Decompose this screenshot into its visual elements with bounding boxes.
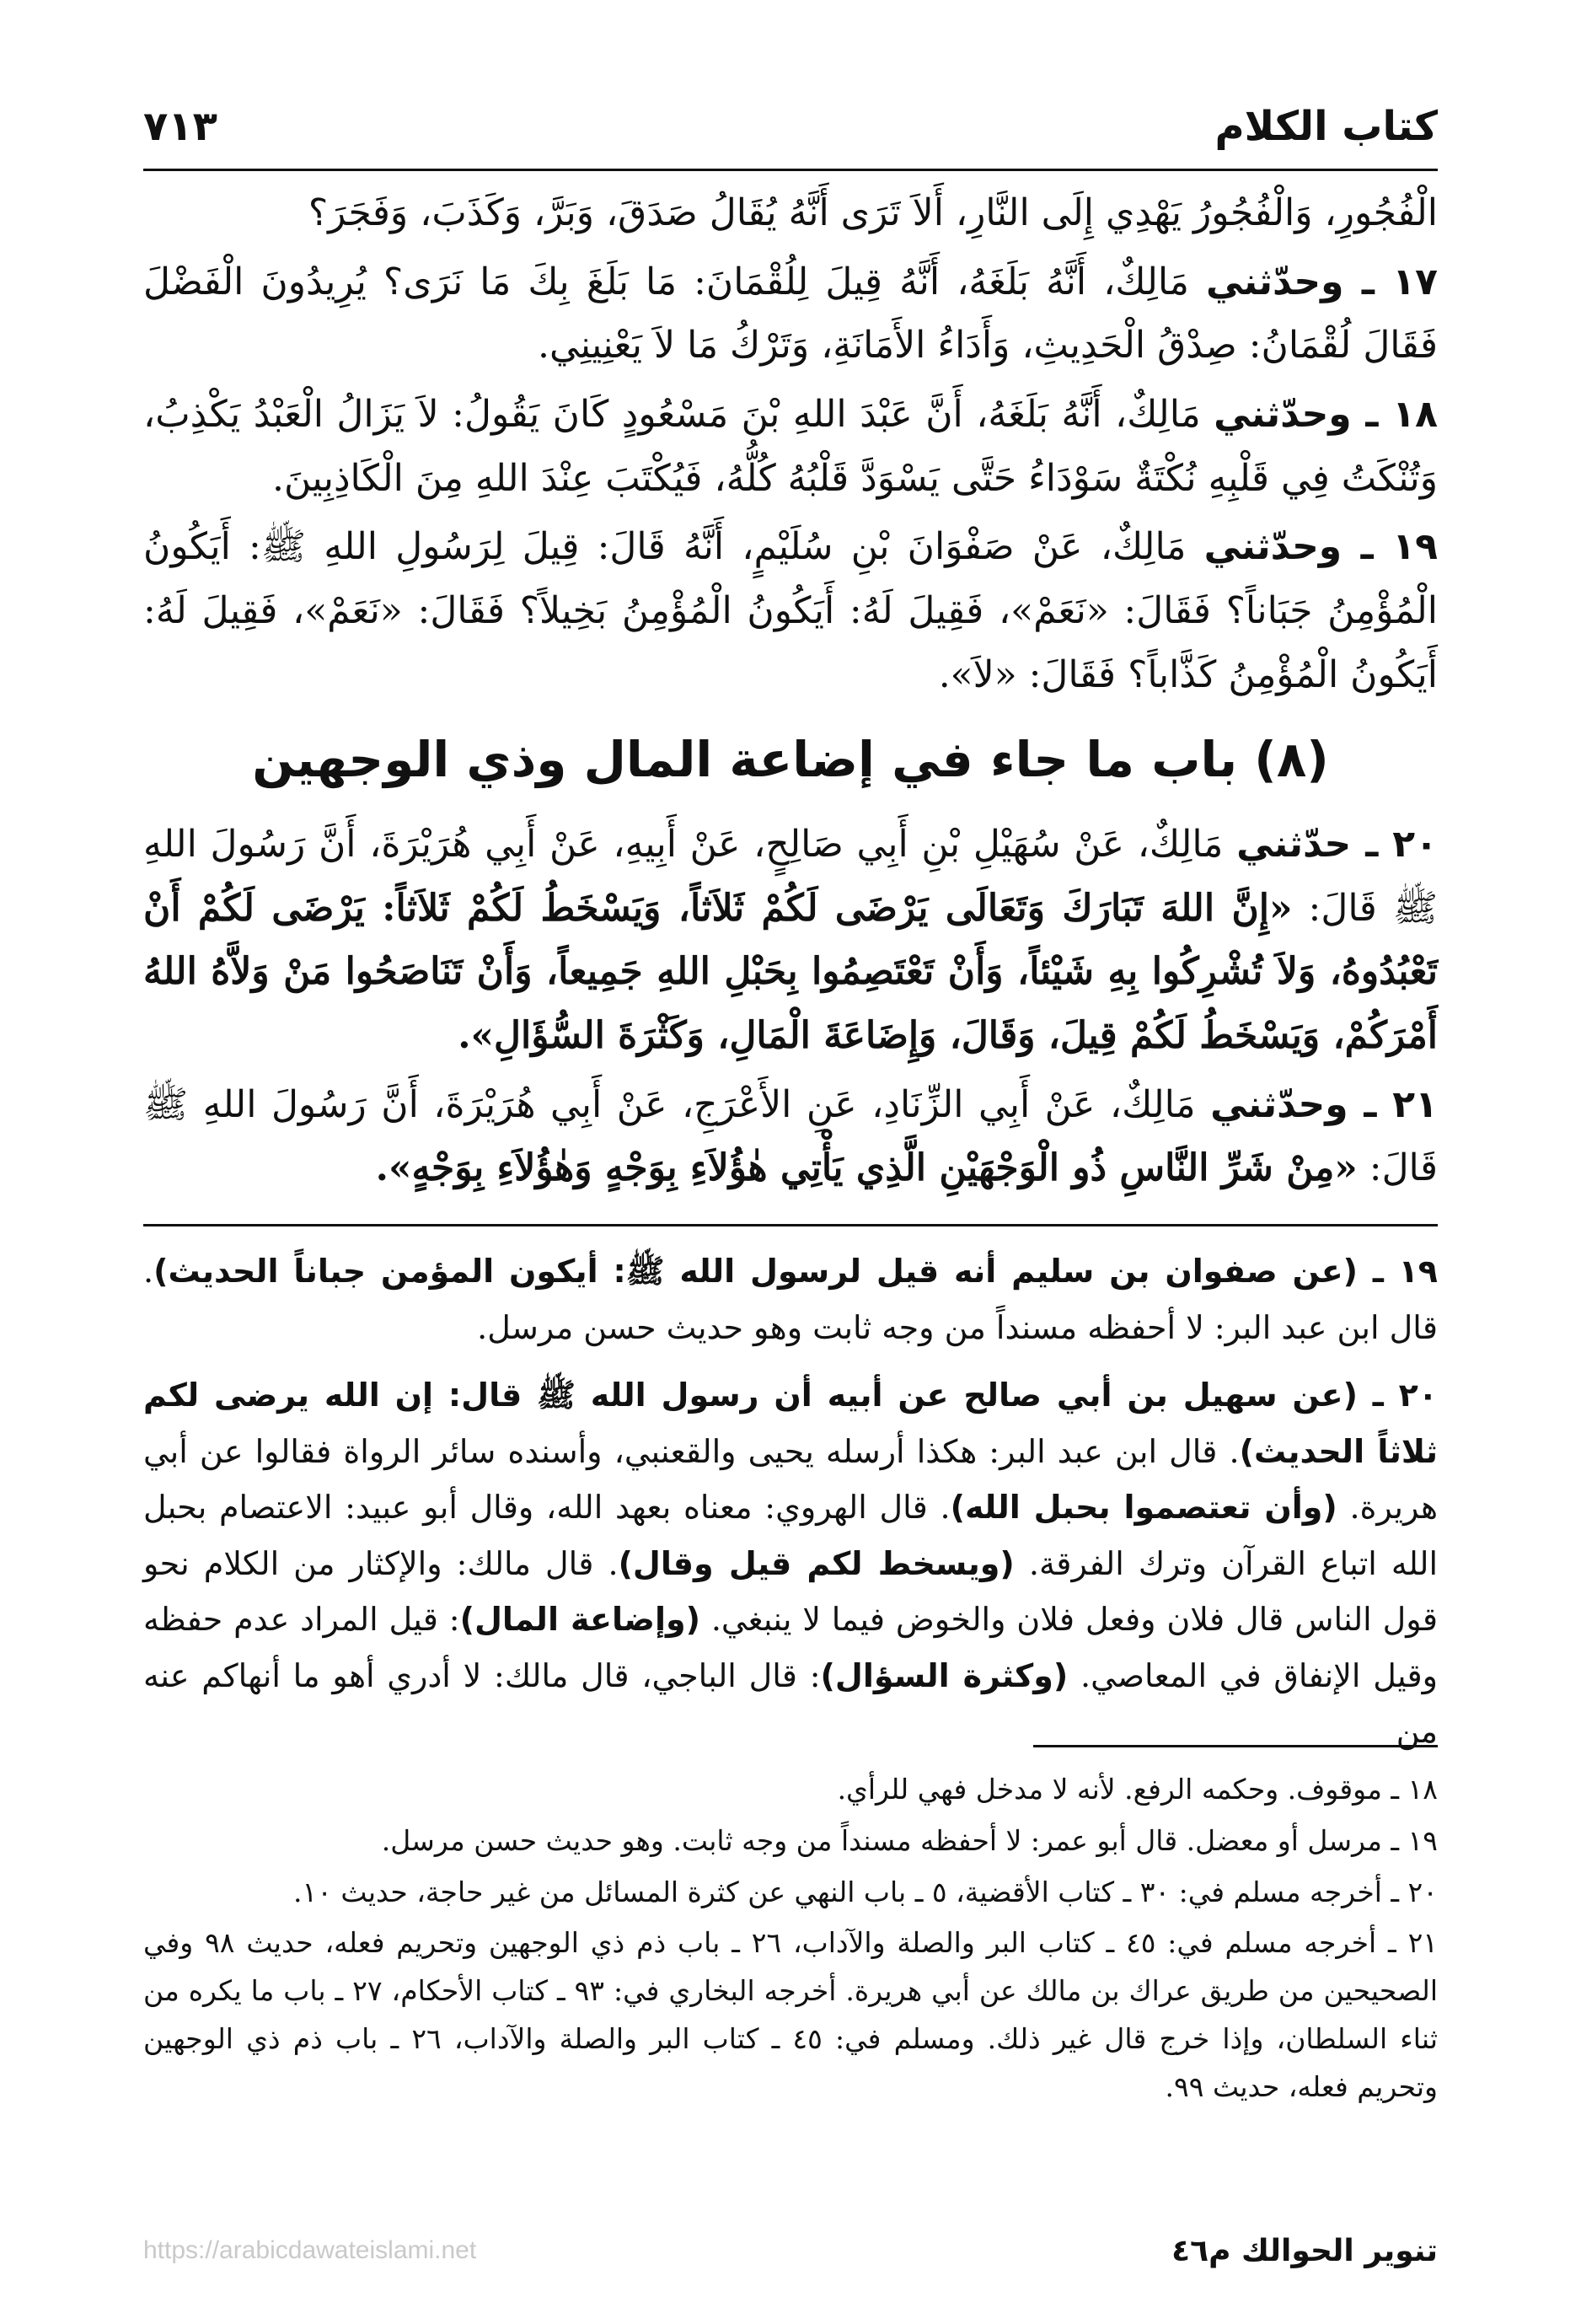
prophetic-quote: «إِنَّ اللهَ تَبَارَكَ وَتَعَالَى يَرْضَى لَكُمْ ثَلاَثاً، وَيَسْخَطُ لَكُمْ ثَلاَثاً: يَرْضَى لَكُمْ أَنْ تَعْبُدُوهُ، وَلاَ تُشْرِكُوا بِهِ شَيْئاً، وَأَنْ تَعْتَصِمُوا بِحَبْلِ اللهِ جَمِيعاً، وَأَنْ تَنَاصَحُوا مَنْ وَلاَّهُ اللهُ أَمْرَكُمْ، وَيَسْخَطُ لَكُمْ قِيلَ، وَقَالَ، وَإِضَاعَةَ الْمَالِ، وَكَثْرَةَ السُّؤَالِ». xyxy=(143,886,1438,1058)
hadith-lead: ٢٠ ـ حدّثني xyxy=(1236,823,1438,867)
watermark-url: https://arabicdawateislami.net xyxy=(143,2236,477,2264)
commentary-section xyxy=(143,1243,1438,1772)
paragraph-continuation: الْفُجُورِ، وَالْفُجُورُ يَهْدِي إِلَى النَّارِ، أَلاَ تَرَى أَنَّهُ يُقَالُ صَدَقَ، وَبَرَّ، وَكَذَبَ، وَفَجَرَ؟ xyxy=(308,191,1438,234)
hadith-17: ١٧ ـ وحدّثني مَالِكٌ، أَنَّهُ بَلَغَهُ، أَنَّهُ قِيلَ لِلُقْمَانَ: مَا بَلَغَ بِكَ مَا نَرَى؟ يُرِيدُونَ الْفَضْلَ فَقَالَ لُقْمَانُ: صِدْقُ الْحَدِيثِ، وَأَدَاءُ الأَمَانَةِ، وَتَرْكُ مَا لاَ يَعْنِينِي. xyxy=(143,260,1439,368)
commentary-19: ١٩ ـ (عن صفوان بن سليم أنه قيل لرسول الله ﷺ: أيكون المؤمن جباناً الحديث). قال ابن عبد البر: لا أحفظه مسنداً من وجه ثابت وهو حديث حسن مرسل. xyxy=(143,1253,1438,1346)
footnote-divider xyxy=(1033,1745,1438,1747)
footnote-18: ١٨ ـ موقوف. وحكمه الرفع. لأنه لا مدخل فهي للرأي. xyxy=(837,1773,1438,1806)
section-divider xyxy=(143,1224,1438,1226)
book-signature: تنوير الحوالك م٤٦ xyxy=(1171,2233,1438,2268)
hadith-lead: ١٨ ـ وحدّثني xyxy=(1214,393,1438,437)
commentary-20: ٢٠ ـ (عن سهيل بن أبي صالح عن أبيه أن رسول الله ﷺ قال: إن الله يرضى لكم ثلاثاً الحديث). قال ابن عبد البر: هكذا أرسله يحيى والقعنبي، وأسنده سائر الرواة فقالوا عن أبي هريرة. (وأن تعتصموا بحبل الله). قال الهروي: معناه بعهد الله، وقال أبو عبيد: الاعتصام بحبل الله اتباع القرآن وترك الفرقة. (ويسخط لكم قيل وقال). قال مالك: والإكثار من الكلام نحو قول الناس قال فلان وفعل فلان والخوض فيما لا ينبغي. (وإضاعة المال): قيل المراد عدم حفظه وقيل الإنفاق في المعاصي. (وكثرة السؤال): قال الباجي، قال مالك: لا أدري أهو ما أنهاكم عنه من xyxy=(143,1377,1438,1750)
book-title: كتاب الكلام xyxy=(1214,103,1438,150)
prophetic-quote: «مِنْ شَرِّ النَّاسِ ذُو الْوَجْهَيْنِ الَّذِي يَأْتِي هٰؤُلاَءِ بِوَجْهٍ وَهٰؤُلاَءِ بِوَجْهٍ». xyxy=(375,1146,1358,1190)
hadith-text xyxy=(143,181,1438,1205)
hadith-lead: ٢١ ـ وحدّثني xyxy=(1210,1082,1438,1126)
page-header xyxy=(143,84,1438,171)
hadith-20: ٢٠ ـ حدّثني مَالِكٌ، عَنْ سُهَيْلِ بْنِ أَبِي صَالِحٍ، عَنْ أَبِيهِ، عَنْ أَبِي هُرَيْرَةَ، أَنَّ رَسُولَ اللهِ ﷺ قَالَ: «إِنَّ اللهَ تَبَارَكَ وَتَعَالَى يَرْضَى لَكُمْ ثَلاَثاً، وَيَسْخَطُ لَكُمْ ثَلاَثاً: يَرْضَى لَكُمْ أَنْ تَعْبُدُوهُ، وَلاَ تُشْرِكُوا بِهِ شَيْئاً، وَأَنْ تَعْتَصِمُوا بِحَبْلِ اللهِ جَمِيعاً، وَأَنْ تَنَاصَحُوا مَنْ وَلاَّهُ اللهُ أَمْرَكُمْ، وَيَسْخَطُ لَكُمْ قِيلَ، وَقَالَ، وَإِضَاعَةَ الْمَالِ، وَكَثْرَةَ السُّؤَالِ». xyxy=(143,823,1439,1058)
footnote-21: ٢١ ـ أخرجه مسلم في: ٤٥ ـ كتاب البر والصلة والآداب، ٢٦ ـ باب ذم ذي الوجهين وتحريم فعله، حديث ٩٨ وفي الصحيحين من طريق عراك بن مالك عن أبي هريرة. أخرجه البخاري في: ٩٣ ـ كتاب الأحكام، ٢٧ ـ باب ما يكره من ثناء السلطان، وإذا خرج قال غير ذلك. ومسلم في: ٤٥ ـ كتاب البر والصلة والآداب، ٢٦ ـ باب ذم ذي الوجهين وتحريم فعله، حديث ٩٩. xyxy=(143,1926,1439,2103)
hadith-19: ١٩ ـ وحدّثني مَالِكٌ، عَنْ صَفْوَانَ بْنِ سُلَيْمٍ، أَنَّهُ قَالَ: قِيلَ لِرَسُولِ اللهِ ﷺ: أَيَكُونُ الْمُؤْمِنُ جَبَاناً؟ فَقَالَ: «نَعَمْ»، فَقِيلَ لَهُ: أَيَكُونُ الْمُؤْمِنُ بَخِيلاً؟ فَقَالَ: «نَعَمْ»، فَقِيلَ لَهُ: أَيَكُونُ الْمُؤْمِنُ كَذَّاباً؟ فَقَالَ: «لاَ». xyxy=(143,525,1438,696)
hadith-21: ٢١ ـ وحدّثني مَالِكٌ، عَنْ أَبِي الزِّنَادِ، عَنِ الأَعْرَجِ، عَنْ أَبِي هُرَيْرَةَ، أَنَّ رَسُولَ اللهِ ﷺ قَالَ: «مِنْ شَرِّ النَّاسِ ذُو الْوَجْهَيْنِ الَّذِي يَأْتِي هٰؤُلاَءِ بِوَجْهٍ وَهٰؤُلاَءِ بِوَجْهٍ». xyxy=(143,1082,1438,1190)
hadith-lead: ١٧ ـ وحدّثني xyxy=(1205,260,1439,303)
hadith-lead: ١٩ ـ وحدّثني xyxy=(1203,525,1438,569)
footnotes-section xyxy=(143,1766,1438,2114)
chapter-heading: (٨) باب ما جاء في إضاعة المال وذي الوجهين xyxy=(252,731,1329,789)
page-footer xyxy=(143,2225,1438,2276)
footnote-19: ١٩ ـ مرسل أو معضل. قال أبو عمر: لا أحفظه مسنداً من وجه ثابت. وهو حديث حسن مرسل. xyxy=(381,1823,1438,1857)
page-number: ٧١٣ xyxy=(143,103,217,150)
hadith-18: ١٨ ـ وحدّثني مَالِكٌ، أَنَّهُ بَلَغَهُ، أَنَّ عَبْدَ اللهِ بْنَ مَسْعُودٍ كَانَ يَقُولُ: لاَ يَزَالُ الْعَبْدُ يَكْذِبُ، وَتُنْكَتُ فِي قَلْبِهِ نُكْتَةٌ سَوْدَاءُ حَتَّى يَسْوَدَّ قَلْبُهُ كُلُّهُ، فَيُكْتَبَ عِنْدَ اللهِ مِنَ الْكَاذِبِينَ. xyxy=(143,393,1438,500)
footnote-20: ٢٠ ـ أخرجه مسلم في: ٣٠ ـ كتاب الأقضية، ٥ ـ باب النهي عن كثرة المسائل من غير حاجة، حديث ١٠. xyxy=(292,1875,1438,1908)
